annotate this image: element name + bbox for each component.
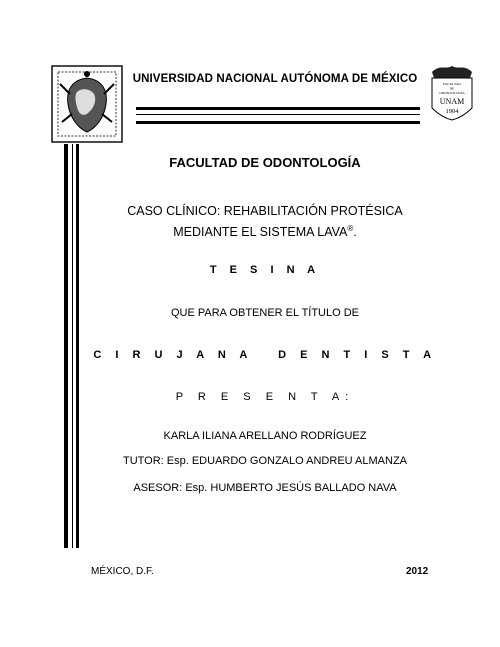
thesis-title-period: .	[353, 225, 357, 240]
registered-mark: ®	[347, 224, 354, 233]
facultad-odontologia-seal-icon	[426, 62, 478, 122]
degree-title: C I R U J A N A D E N T I S T A	[93, 349, 437, 361]
side-rule-medium	[76, 144, 79, 548]
advisor-line: ASESOR: Esp. HUMBERTO JESÚS BALLADO NAVA	[133, 482, 397, 494]
seal-text-3: ODONTOLOGÍA	[439, 91, 465, 95]
seal-text-2: DE	[449, 86, 455, 91]
faculty-name: FACULTAD DE ODONTOLOGÍA	[169, 155, 361, 170]
seal-text-4: UNAM	[439, 97, 465, 106]
purpose-line: QUE PARA OBTENER EL TÍTULO DE	[170, 307, 360, 319]
author-name: KARLA ILIANA ARELLANO RODRÍGUEZ	[163, 430, 367, 442]
place: MÉXICO, D.F.	[91, 566, 154, 577]
thesis-title-line1: CASO CLÍNICO: REHABILITACIÓN PROTÉSICA	[127, 204, 403, 218]
header-rule-thick-top	[136, 107, 420, 110]
presents-line: P R E S E N T A:	[175, 391, 355, 403]
header-rule-thin	[136, 114, 420, 115]
side-rule-thin	[72, 144, 73, 548]
tutor-line: TUTOR: Esp. EDUARDO GONZALO ANDREU ALMANZA	[122, 455, 407, 467]
year: 2012	[406, 566, 429, 577]
thesis-title-line2	[90, 220, 440, 241]
header-rule-thick-bottom	[136, 121, 420, 124]
seal-text-1: FACULTAD	[443, 82, 461, 86]
unam-coat-of-arms-icon	[50, 64, 124, 144]
seal-text-5: 1904	[445, 108, 459, 115]
thesis-title-line2-text: MEDIANTE EL SISTEMA LAVA	[173, 225, 348, 240]
university-name: UNIVERSIDAD NACIONAL AUTÓNOMA DE MÉXICO	[132, 73, 418, 85]
document-type: T E S I N A	[209, 264, 321, 276]
side-rule-thick	[64, 144, 68, 548]
thesis-title	[90, 203, 440, 241]
